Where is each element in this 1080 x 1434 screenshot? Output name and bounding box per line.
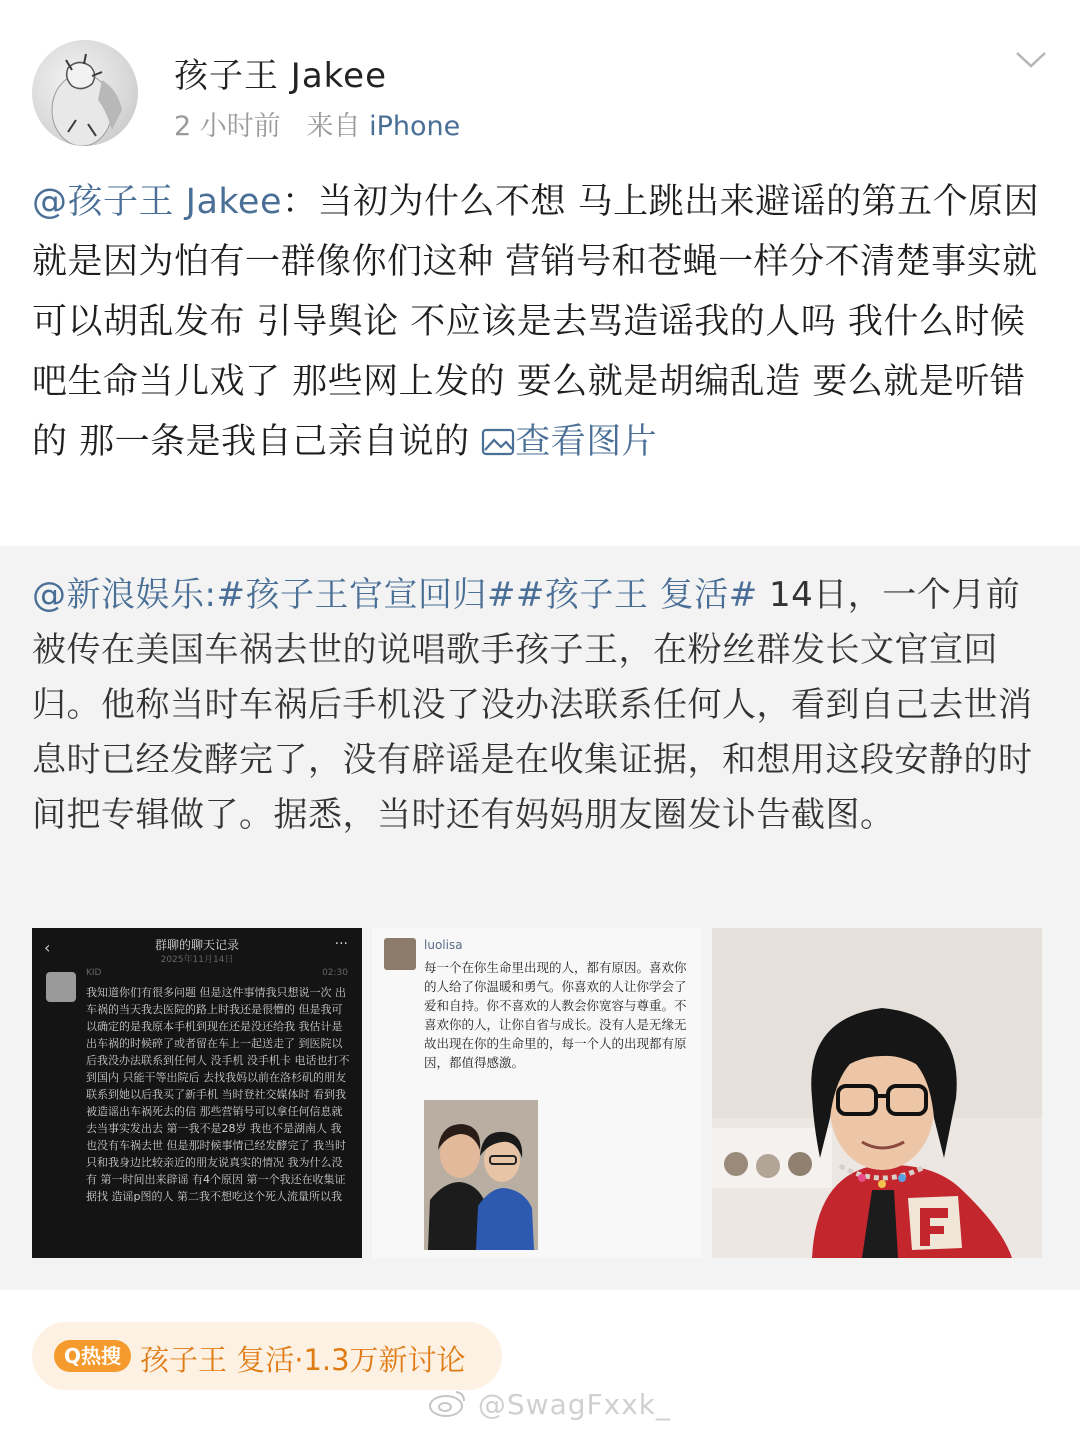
view-image-link[interactable]: [481, 422, 657, 462]
image-icon: [481, 422, 515, 462]
post-time: 2 小时前: [174, 111, 281, 142]
chat-sender: KID: [86, 968, 102, 978]
chat-time: 02:30: [322, 968, 348, 978]
weibo-logo-icon: [428, 1388, 468, 1425]
view-image-label: 查看图片: [515, 422, 658, 462]
repost-image-chat[interactable]: [32, 928, 362, 1258]
repost-image-moment[interactable]: [372, 928, 702, 1258]
post-meta: [174, 104, 460, 143]
hot-search-badge: Q热搜: [54, 1340, 131, 1372]
author-mention[interactable]: @孩子王 Jakee: [32, 182, 282, 222]
post-text: ：当初为什么不想 马上跳出来避谣的第五个原因 就是因为怕有一群像你们这种 营销号和苍蝇一样分不清楚事实就可以胡乱发布 引导舆论 不应该是去骂造谣我的人吗 我什么时候吧生命当儿戏了 那些网上发的 要么就是胡编乱造 要么就是听错的 那一条是我自己亲自说的: [32, 182, 1040, 462]
hot-search-topic: 孩子王 复活: [140, 1343, 295, 1377]
chat-date: 2025年11月14日: [160, 955, 234, 965]
watermark: [428, 1388, 671, 1425]
hot-search-separator: ·: [294, 1343, 304, 1377]
moment-avatar: [384, 938, 416, 970]
moment-photo: [424, 1100, 538, 1250]
source-prefix: 来自: [306, 111, 361, 142]
author-avatar[interactable]: [32, 40, 138, 146]
back-icon: ‹: [44, 938, 51, 957]
chat-header: [32, 928, 362, 970]
chat-avatar: [46, 972, 76, 1002]
chat-message: 我知道你们有很多问题 但是这件事情我只想说一次 出车祸的当天我去医院的路上时我还是很懵的 但是我可以确定的是我原本手机到现在还是没还给我 我估计是出车祸的时候碎了或者留在车上一起送走了 到医院以后我没办法联系到任何人 没手机 没手机卡 电话也打不到国内 只能干等出院后 去找我妈以前在洛杉矶的朋友 联系到她以后我买了新手机 当时登社交媒体时 看到我被造谣出车祸死去的信 那些营销号可以拿任何信息就去当事实发出去 第一我不是28岁 我也不是湖南人 我也没有车祸去世 但是那时候事情已经发酵完了 我当时只和我身边比较亲近的朋友说真实的情况 我为什么没有 第一时间出来辟谣 有4个原因 第一个我还在收集证据找 造谣p图的人 第二我不想吃这个死人流量所以我: [86, 986, 350, 1203]
repost-card[interactable]: [0, 546, 1080, 1290]
more-icon: ···: [334, 936, 348, 952]
watermark-handle: @SwagFxxk_: [477, 1388, 671, 1421]
post-body: [32, 172, 1048, 472]
chat-title: 群聊的聊天记录: [154, 938, 239, 952]
hot-search-pill[interactable]: [32, 1322, 502, 1390]
moment-user: luolisa: [424, 938, 463, 952]
repost-body: [32, 568, 1048, 843]
hot-search-count: 1.3万新讨论: [303, 1343, 466, 1377]
source-device[interactable]: iPhone: [369, 111, 461, 142]
repost-mention[interactable]: @新浪娱乐:#孩子王官宣回归##孩子王 复活#: [32, 575, 758, 615]
repost-image-portrait[interactable]: [712, 928, 1042, 1258]
repost-text: 14日，一个月前被传在美国车祸去世的说唱歌手孩子王，在粉丝群发长文官宣回归。他称当时车祸后手机没了没办法联系任何人，看到自己去世消息时已经发酵完了，没有辟谣是在收集证据，和想用这段安静的时间把专辑做了。据悉，当时还有妈妈朋友圈发讣告截图。: [32, 575, 1033, 835]
post-header: [0, 0, 1080, 160]
moment-text: 每一个在你生命里出现的人，都有原因。喜欢你的人给了你温暖和勇气。你喜欢的人让你学会了爱和自持。你不喜欢的人教会你宽容与尊重。不喜欢你的人，让你自省与成长。没有人是无缘无故出现在你的生命里的，每一个人的出现都有原因，都值得感激。: [424, 960, 687, 1070]
chevron-down-icon[interactable]: [1014, 48, 1048, 72]
author-name[interactable]: 孩子王 Jakee: [174, 56, 387, 96]
hot-search-text: [140, 1338, 466, 1379]
